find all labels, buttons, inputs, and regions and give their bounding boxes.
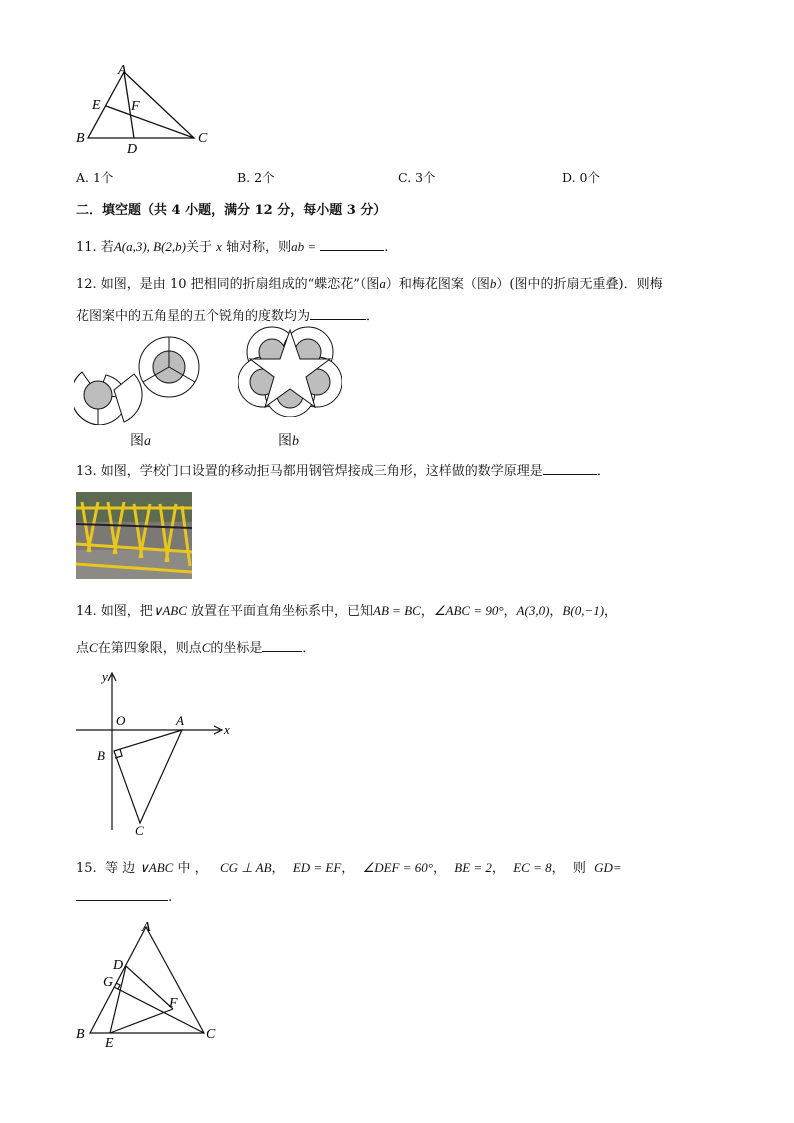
label-c: C <box>206 1027 216 1042</box>
q14-text-b: 放置在平面直角坐标系中，已知 <box>191 604 374 619</box>
q15-answer-blank <box>76 888 168 901</box>
label-f: F <box>169 996 178 1011</box>
q11-points: A(a,3), B(2,b) <box>113 239 187 254</box>
caption-fig-a-var: a <box>144 434 151 449</box>
q15-sep-2: ， <box>341 861 355 876</box>
figure-equilateral-triangle <box>70 915 230 1050</box>
axis-y-label: y <box>102 669 108 684</box>
option-a: A. 1个 <box>76 170 114 185</box>
q13-answer-blank <box>543 462 597 475</box>
q12-text-b: ）和梅花图案（图 <box>385 277 490 292</box>
label-c: C <box>198 131 208 146</box>
label-e: E <box>105 1036 114 1050</box>
q15-cond-2: ED = EF <box>292 860 342 875</box>
q13-text: 13. 如图，学校门口设置的移动拒马都用钢管焊接成三角形，这样做的数学原理是 <box>76 464 543 479</box>
q14-text-d: 在第四象限，则点 <box>97 641 202 656</box>
q11-answer-blank <box>320 238 384 251</box>
label-e: E <box>92 98 101 113</box>
caption-fig-a <box>130 430 151 450</box>
label-origin: O <box>116 713 126 728</box>
q15-cond-1: CG ⊥ AB <box>220 860 272 875</box>
q14-c-var-2: C <box>201 640 211 655</box>
q14-sep-2: ， <box>503 604 517 619</box>
q15-text-a: 等 边 <box>104 861 136 876</box>
q12-text-a: 12. 如图，是由 10 把相同的折扇组成的“蝶恋花”（图 <box>76 277 380 292</box>
caption-fig-b-var: b <box>292 434 299 449</box>
question-12-line1 <box>76 273 663 292</box>
label-b: B <box>97 748 105 763</box>
label-b: B <box>76 131 85 146</box>
label-a: A <box>176 713 184 728</box>
question-14-line2 <box>76 637 315 656</box>
q15-sep-3: ， <box>432 861 446 876</box>
q15-sep-4: ， <box>491 861 505 876</box>
q11-x: x <box>216 239 222 254</box>
label-c: C <box>135 823 144 838</box>
q14-end: ． <box>302 641 316 656</box>
q14-sep-1: ， <box>420 604 434 619</box>
q15-triangle: ∨ABC <box>139 860 174 875</box>
figure-plum-blossom <box>238 325 342 417</box>
q14-cond-1: AB = BC <box>373 603 421 618</box>
q15-sep-5: ， <box>551 861 565 876</box>
label-f: F <box>131 99 140 114</box>
q14-text-c: 点 <box>76 641 90 656</box>
q12-end: ． <box>366 309 380 324</box>
q12-answer-blank <box>310 307 366 320</box>
label-d: D <box>127 142 138 157</box>
figure-coordinate-plane <box>72 665 242 840</box>
q15-sep-1: ， <box>271 861 285 876</box>
q14-sep-4: ， <box>604 604 618 619</box>
q14-sep-3: ， <box>549 604 563 619</box>
axis-x-label: x <box>224 722 230 737</box>
section-heading: 二．填空题（共 4 小题，满分 12 分，每小题 3 分） <box>76 203 387 218</box>
q15-cond-3: ∠DEF = 60° <box>362 860 433 875</box>
caption-fig-b-text: 图 <box>278 433 292 449</box>
q11-num: 11. 若 <box>76 240 114 255</box>
option-c: C. 3个 <box>398 170 436 185</box>
q13-end: ． <box>596 464 610 479</box>
question-15-line1 <box>76 857 622 876</box>
q15-cond-6: GD= <box>594 860 622 875</box>
label-a: A <box>142 920 151 935</box>
q14-text-e: 的坐标是 <box>210 641 263 656</box>
q15-num: 15. <box>76 861 97 876</box>
label-b: B <box>76 1027 85 1042</box>
caption-fig-b <box>278 430 299 450</box>
figure-butterfly <box>74 330 209 425</box>
q12-fig-b-ref: b <box>489 276 497 291</box>
q11-end: . <box>384 240 389 255</box>
q11-ab: ab = <box>291 239 317 254</box>
q12-text-d: 花图案中的五角星的五个锐角的度数均为 <box>76 309 311 324</box>
label-a: A <box>118 63 127 78</box>
option-d: D. 0个 <box>562 170 600 185</box>
question-12-line2 <box>76 305 379 324</box>
q15-text-b: 中 ， <box>177 861 208 876</box>
photo-barricade <box>76 492 192 579</box>
q12-text-c: ）(图中的折扇无重叠)．则梅 <box>496 277 663 292</box>
q15-cond-4: BE = 2 <box>454 860 492 875</box>
question-11 <box>76 236 388 255</box>
caption-fig-a-text: 图 <box>130 433 144 449</box>
q11-mid: 关于 <box>186 240 213 255</box>
q14-answer-blank <box>262 639 302 652</box>
label-g: G <box>103 975 114 990</box>
question-13 <box>76 460 610 479</box>
q15-cond-5: EC = 8 <box>513 860 552 875</box>
figure-triangle-abc <box>70 60 220 160</box>
q12-fig-a-ref: a <box>379 276 386 291</box>
q14-c-var: C <box>89 640 98 655</box>
q14-triangle: ∨ABC <box>152 603 187 618</box>
question-15-line2 <box>76 888 172 905</box>
q14-cond-2: ∠ABC = 90° <box>433 603 504 618</box>
q15-text-c: 则 <box>572 861 586 876</box>
q11-tail: 轴对称，则 <box>226 240 292 255</box>
q14-cond-3: A(3,0) <box>516 603 550 618</box>
q14-cond-4: B(0,−1) <box>562 603 605 618</box>
q14-text-a: 14. 如图，把 <box>76 604 153 619</box>
label-d: D <box>113 958 124 973</box>
q15-end: . <box>168 890 173 905</box>
question-14-line1 <box>76 600 617 619</box>
option-b: B. 2个 <box>237 170 275 185</box>
